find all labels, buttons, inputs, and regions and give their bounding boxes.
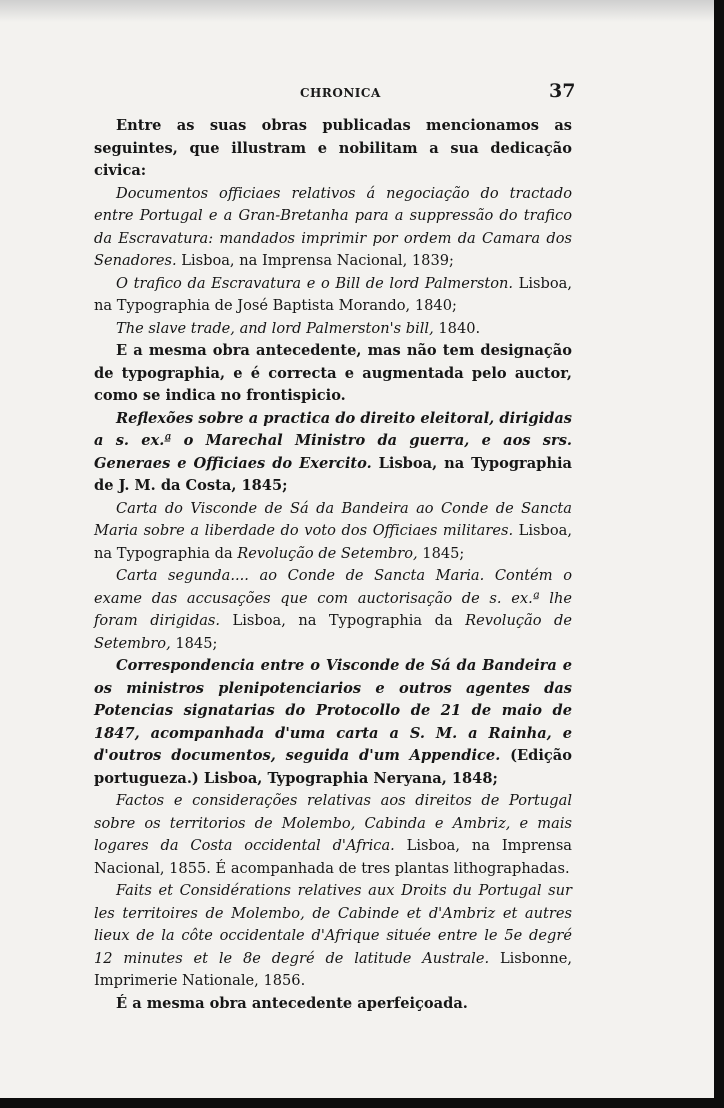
scan-border-right — [714, 0, 724, 1108]
imprint: Lisboa, na Imprensa Nacional, 1855. É acompanhada de tres plantas lithographadas. — [94, 837, 573, 877]
paragraph: E a mesma obra antecedente, mas não tem designação de typographia, e é correcta e augmentada pelo auctor, como se indica no frontispicio. — [94, 342, 572, 404]
imprint-italic: Revolução de Setembro, — [237, 544, 418, 562]
bibliography-entry — [94, 498, 572, 566]
imprint: Lisboa, na Typographia da — [220, 612, 466, 629]
imprint: Lisboa, na Typographia da — [94, 522, 572, 562]
bibliography-entry — [94, 790, 572, 880]
page-header — [0, 80, 714, 106]
work-title: Correspondencia entre o Visconde de Sá da Bandeira e os ministros plenipotenciarios e outros agentes das Potencias signatarias do Protocollo de 21 de maio de 1847, acompanhada d'uma carta a S. M. a Rainha, e d'outros documentos, seguida d'um Appendice. — [94, 657, 572, 764]
imprint: Lisboa, na Typographia de J. M. da Costa, 1845; — [94, 454, 572, 494]
work-title: Carta do Visconde de Sá da Bandeira ao Conde de Sancta Maria sobre a liberdade do voto dos Officiaes militares. — [94, 499, 572, 539]
work-title: Carta segunda.... ao Conde de Sancta Maria. Contém o exame das accusações que com auctorisação de s. ex.ª lhe foram dirigidas. — [94, 567, 572, 629]
imprint: Lisbonne, Imprimerie Nationale, 1856. — [94, 949, 572, 989]
bibliography-entry — [94, 655, 572, 790]
work-title: Documentos officiaes relativos á negociação do tractado entre Portugal e a Gran-Bretanha para a suppressão do trafico da Escravatura: mandados imprimir por ordem da Camara dos Senadores. — [94, 184, 572, 269]
imprint: Lisboa, na Imprensa Nacional, 1839; — [176, 252, 454, 269]
bibliography-entry — [94, 273, 572, 318]
work-title: Faits et Considérations relatives aux Droits du Portugal sur les territoires de Molembo, de Cabinde et d'Ambriz et autres lieux de la côte occidentale d'Afrique située entre le 5e degré 12 minutes et le 8e degré de latitude Australe. — [94, 882, 572, 967]
bibliography-entry — [94, 565, 572, 655]
imprint: Lisboa, na Typographia de José Baptista Morando, 1840; — [94, 274, 572, 314]
paragraph: É a mesma obra antecedente aperfeiçoada. — [116, 994, 468, 1012]
imprint: 1840. — [433, 319, 481, 337]
bibliography-entry — [94, 318, 572, 341]
bibliography-entry — [94, 880, 572, 993]
work-title: O trafico da Escravatura e o Bill de lord Palmerston. — [116, 274, 514, 292]
paragraph: Entre as suas obras publicadas mencionamos as seguintes, que illustram e nobilitam a sua dedicação civica: — [94, 117, 572, 179]
imprint-end: 1845; — [170, 634, 218, 652]
imprint-end: 1845; — [417, 544, 465, 562]
imprint-italic: Revolução de Setembro, — [94, 612, 573, 652]
running-title: CHRONICA — [300, 86, 381, 100]
imprint: (Edição portugueza.) Lisboa, Typographia Neryana, 1848; — [94, 747, 572, 787]
work-title: Factos e considerações relativas aos direitos de Portugal sobre os territorios de Molembo, Cabinda e Ambriz, e mais logares da Costa occidental d'Africa. — [94, 792, 572, 854]
scan-border-bottom — [0, 1098, 724, 1108]
page-number: 37 — [549, 80, 576, 102]
work-title: The slave trade, and lord Palmerston's bill, — [116, 319, 434, 337]
bibliography-entry — [94, 408, 572, 498]
work-title: Reflexões sobre a practica do direito eleitoral, dirigidas a s. ex.ª o Marechal Ministro da guerra, e aos srs. Generaes e Officiaes do Exercito. — [94, 409, 572, 472]
page-body — [94, 115, 572, 1015]
bibliography-entry — [94, 183, 572, 273]
